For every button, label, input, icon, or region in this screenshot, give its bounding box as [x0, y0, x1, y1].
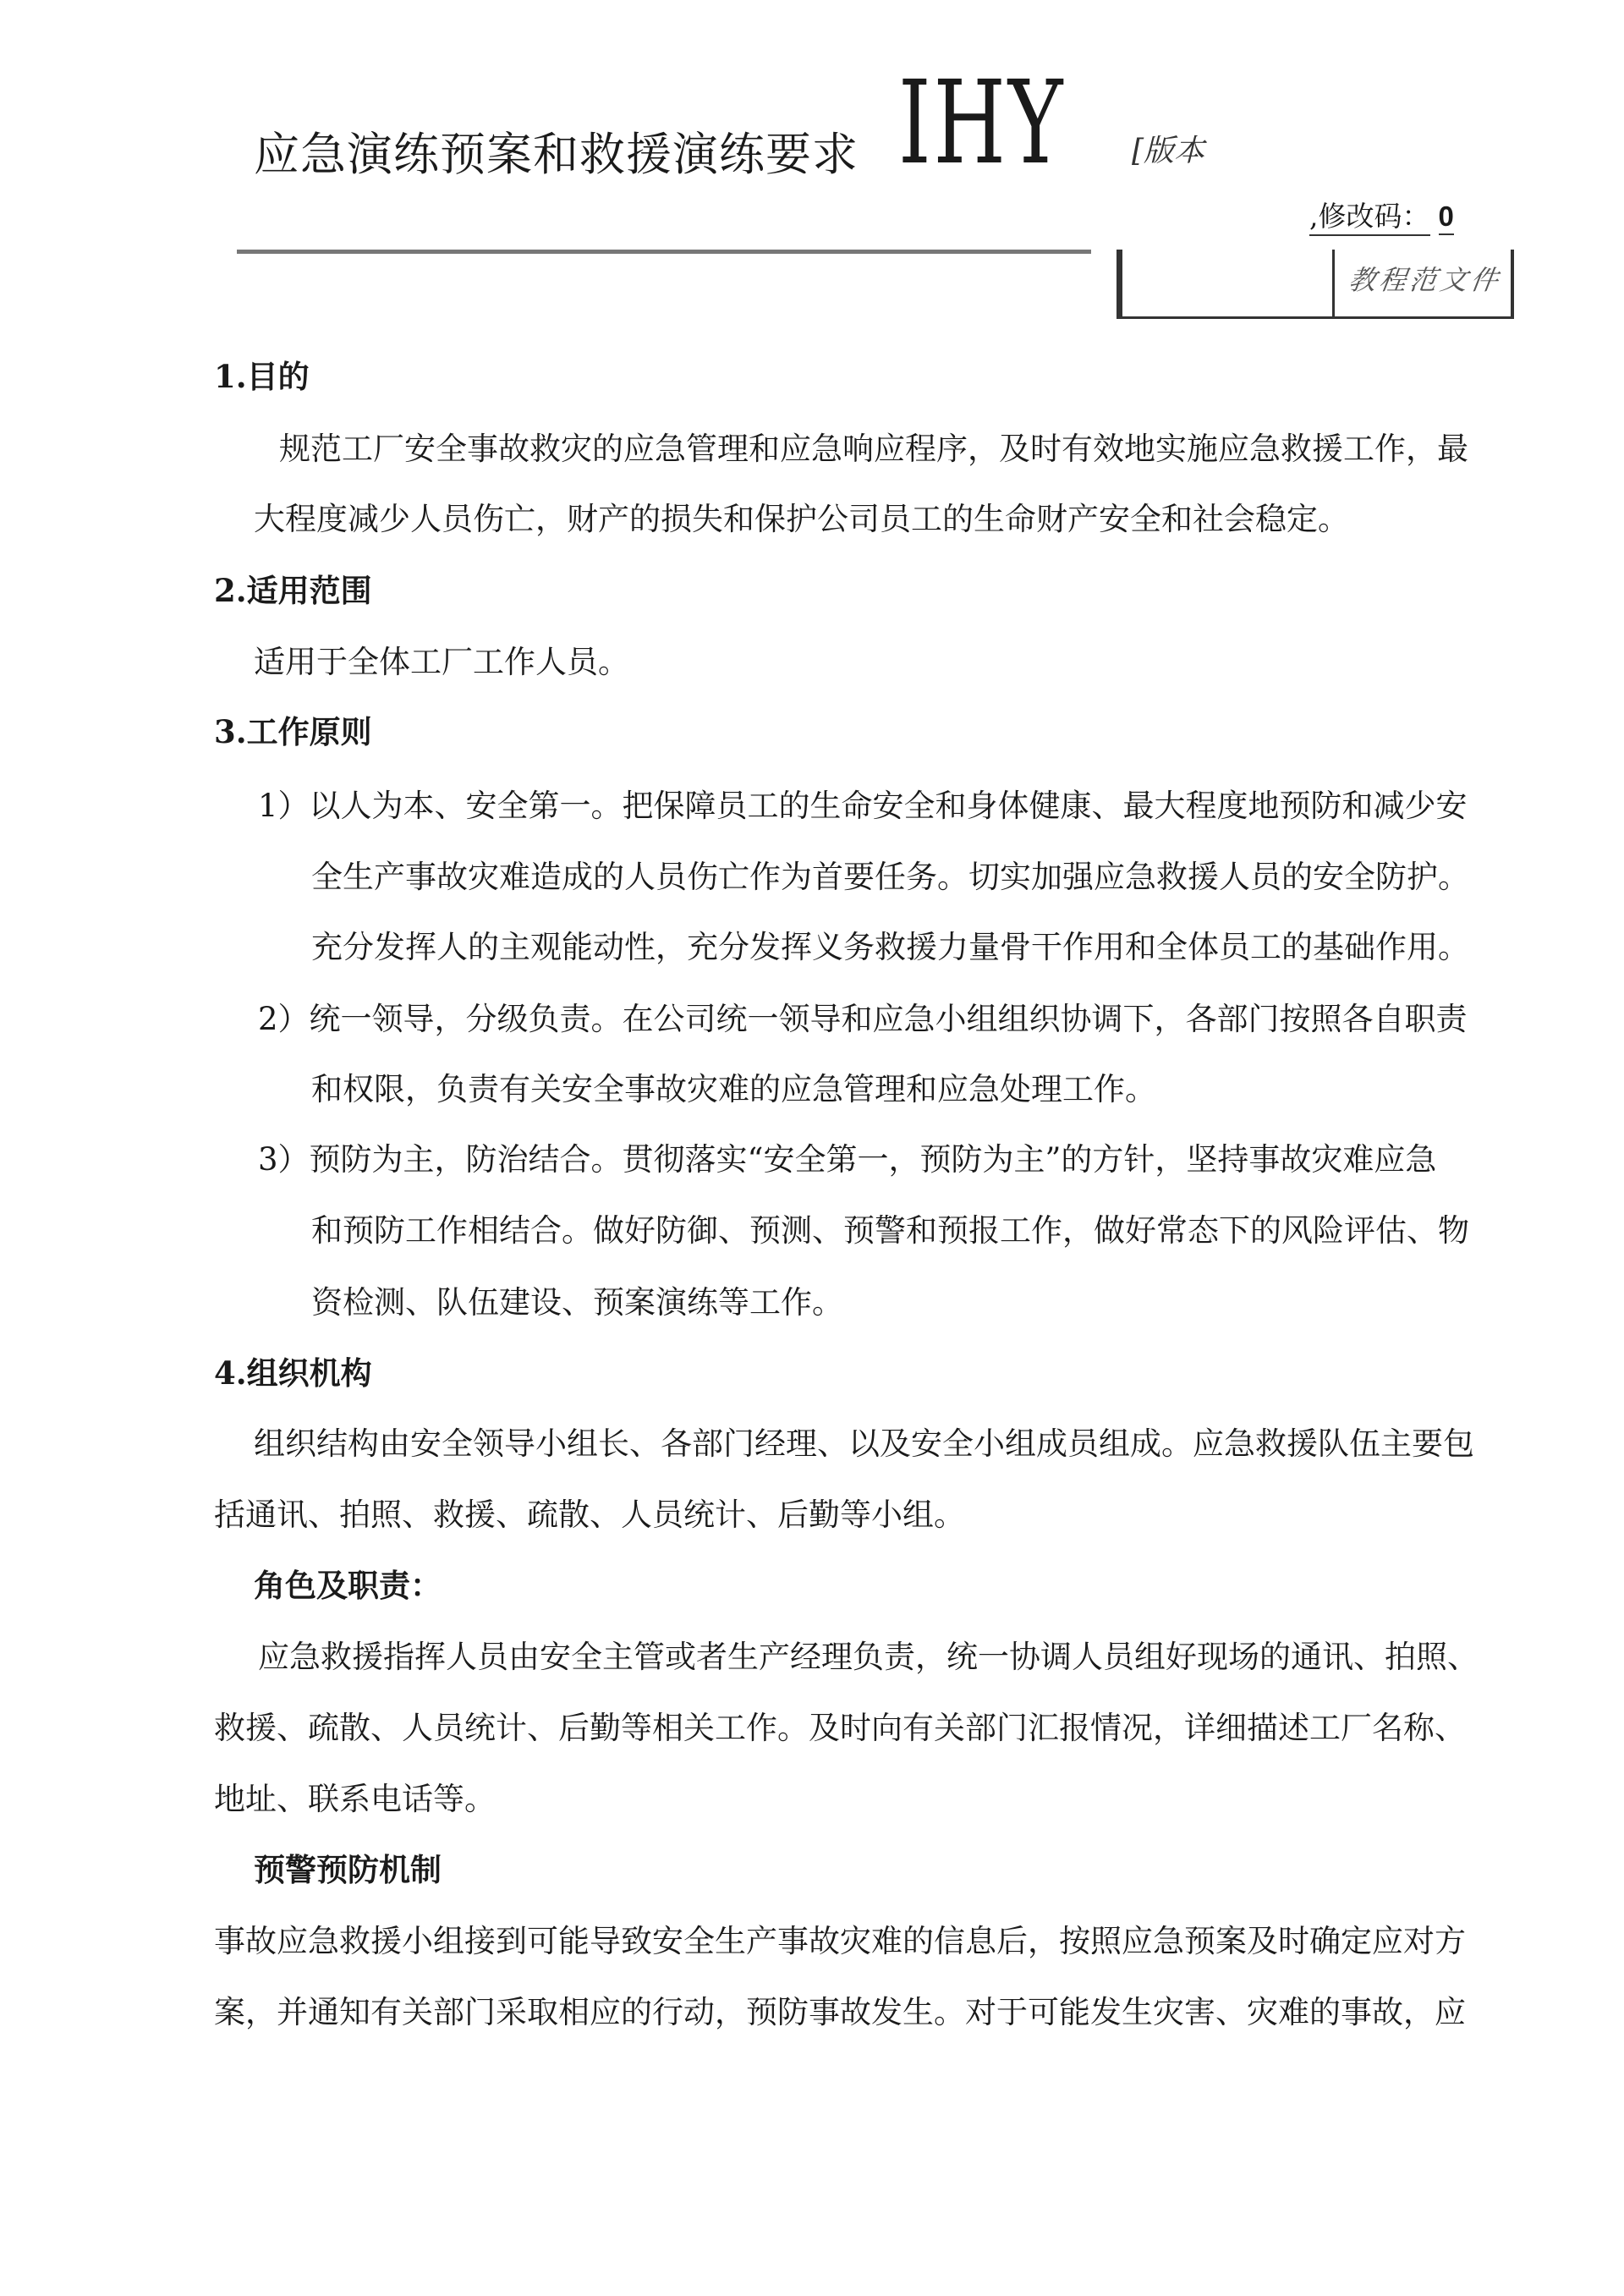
section-3-heading: 3.工作原则 [214, 713, 372, 750]
revision-row [1309, 195, 1454, 234]
roles-text: 救援、疏散、人员统计、后勤等相关工作。及时向有关部门汇报情况，详细描述工厂名称、 [214, 1710, 1466, 1746]
section-2-text: 适用于全体工厂工作人员。 [254, 644, 629, 680]
revision-label: ,修改码： [1309, 200, 1430, 236]
seal-text: 教程范文件 [1347, 264, 1504, 296]
principle-2-text: 2）统一领导，分级负责。在公司统一领导和应急小组组织协调下，各部门按照各自职责 [258, 1001, 1468, 1037]
principle-3-text: 和预防工作相结合。做好防御、预测、预警和预报工作，做好常态下的风险评估、物 [311, 1212, 1469, 1249]
document-title: 应急演练预案和救援演练要求 [254, 128, 859, 181]
principle-1-text: 1）以人为本、安全第一。把保障员工的生命安全和身体健康、最大程度地预防和减少安 [258, 788, 1468, 824]
principle-1-text: 全生产事故灾难造成的人员伤亡作为首要任务。切实加强应急救援人员的安全防护。 [311, 859, 1469, 895]
revision-value: 0 [1439, 200, 1454, 235]
roles-heading: 角色及职责： [254, 1567, 442, 1604]
roles-text: 应急救援指挥人员由安全主管或者生产经理负责，统一协调人员组好现场的通讯、拍照、 [258, 1639, 1479, 1675]
header-divider [237, 250, 1091, 254]
section-2-heading: 2.适用范围 [214, 572, 372, 609]
version-label: [版本 [1132, 134, 1205, 168]
header-box-divider [1332, 250, 1335, 319]
roles-text: 地址、联系电话等。 [214, 1781, 496, 1817]
section-4-heading: 4.组织机构 [214, 1354, 372, 1392]
section-1-text: 大程度减少人员伤亡，财产的损失和保护公司员工的生命财产安全和社会稳定。 [254, 501, 1349, 537]
principle-3-text: 3）预防为主，防治结合。贯彻落实“安全第一，预防为主”的方针，坚持事故灾难应急 [258, 1141, 1437, 1178]
section-1-text: 规范工厂安全事故救灾的应急管理和应急响应程序，及时有效地实施应急救援工作，最 [279, 431, 1468, 467]
warning-text: 事故应急救援小组接到可能导致安全生产事故灾难的信息后，按照应急预案及时确定应对方 [214, 1923, 1466, 1959]
seal-stamp [1343, 252, 1508, 305]
section-4-text: 组织结构由安全领导小组长、各部门经理、以及安全小组成员组成。应急救援队伍主要包 [254, 1425, 1474, 1462]
section-4-text: 括通讯、拍照、救援、疏散、人员统计、后勤等小组。 [214, 1497, 965, 1533]
document-code: IHY [898, 57, 1066, 190]
warning-text: 案，并通知有关部门采取相应的行动，预防事故发生。对于可能发生灾害、灾难的事故，应 [214, 1994, 1466, 2030]
principle-2-text: 和权限，负责有关安全事故灾难的应急管理和应急处理工作。 [311, 1071, 1156, 1107]
principle-1-text: 充分发挥人的主观能动性，充分发挥义务救援力量骨干作用和全体员工的基础作用。 [311, 929, 1469, 965]
warning-heading: 预警预防机制 [254, 1851, 442, 1888]
principle-3-text: 资检测、队伍建设、预案演练等工作。 [311, 1284, 843, 1321]
section-1-heading: 1.目的 [214, 358, 310, 395]
